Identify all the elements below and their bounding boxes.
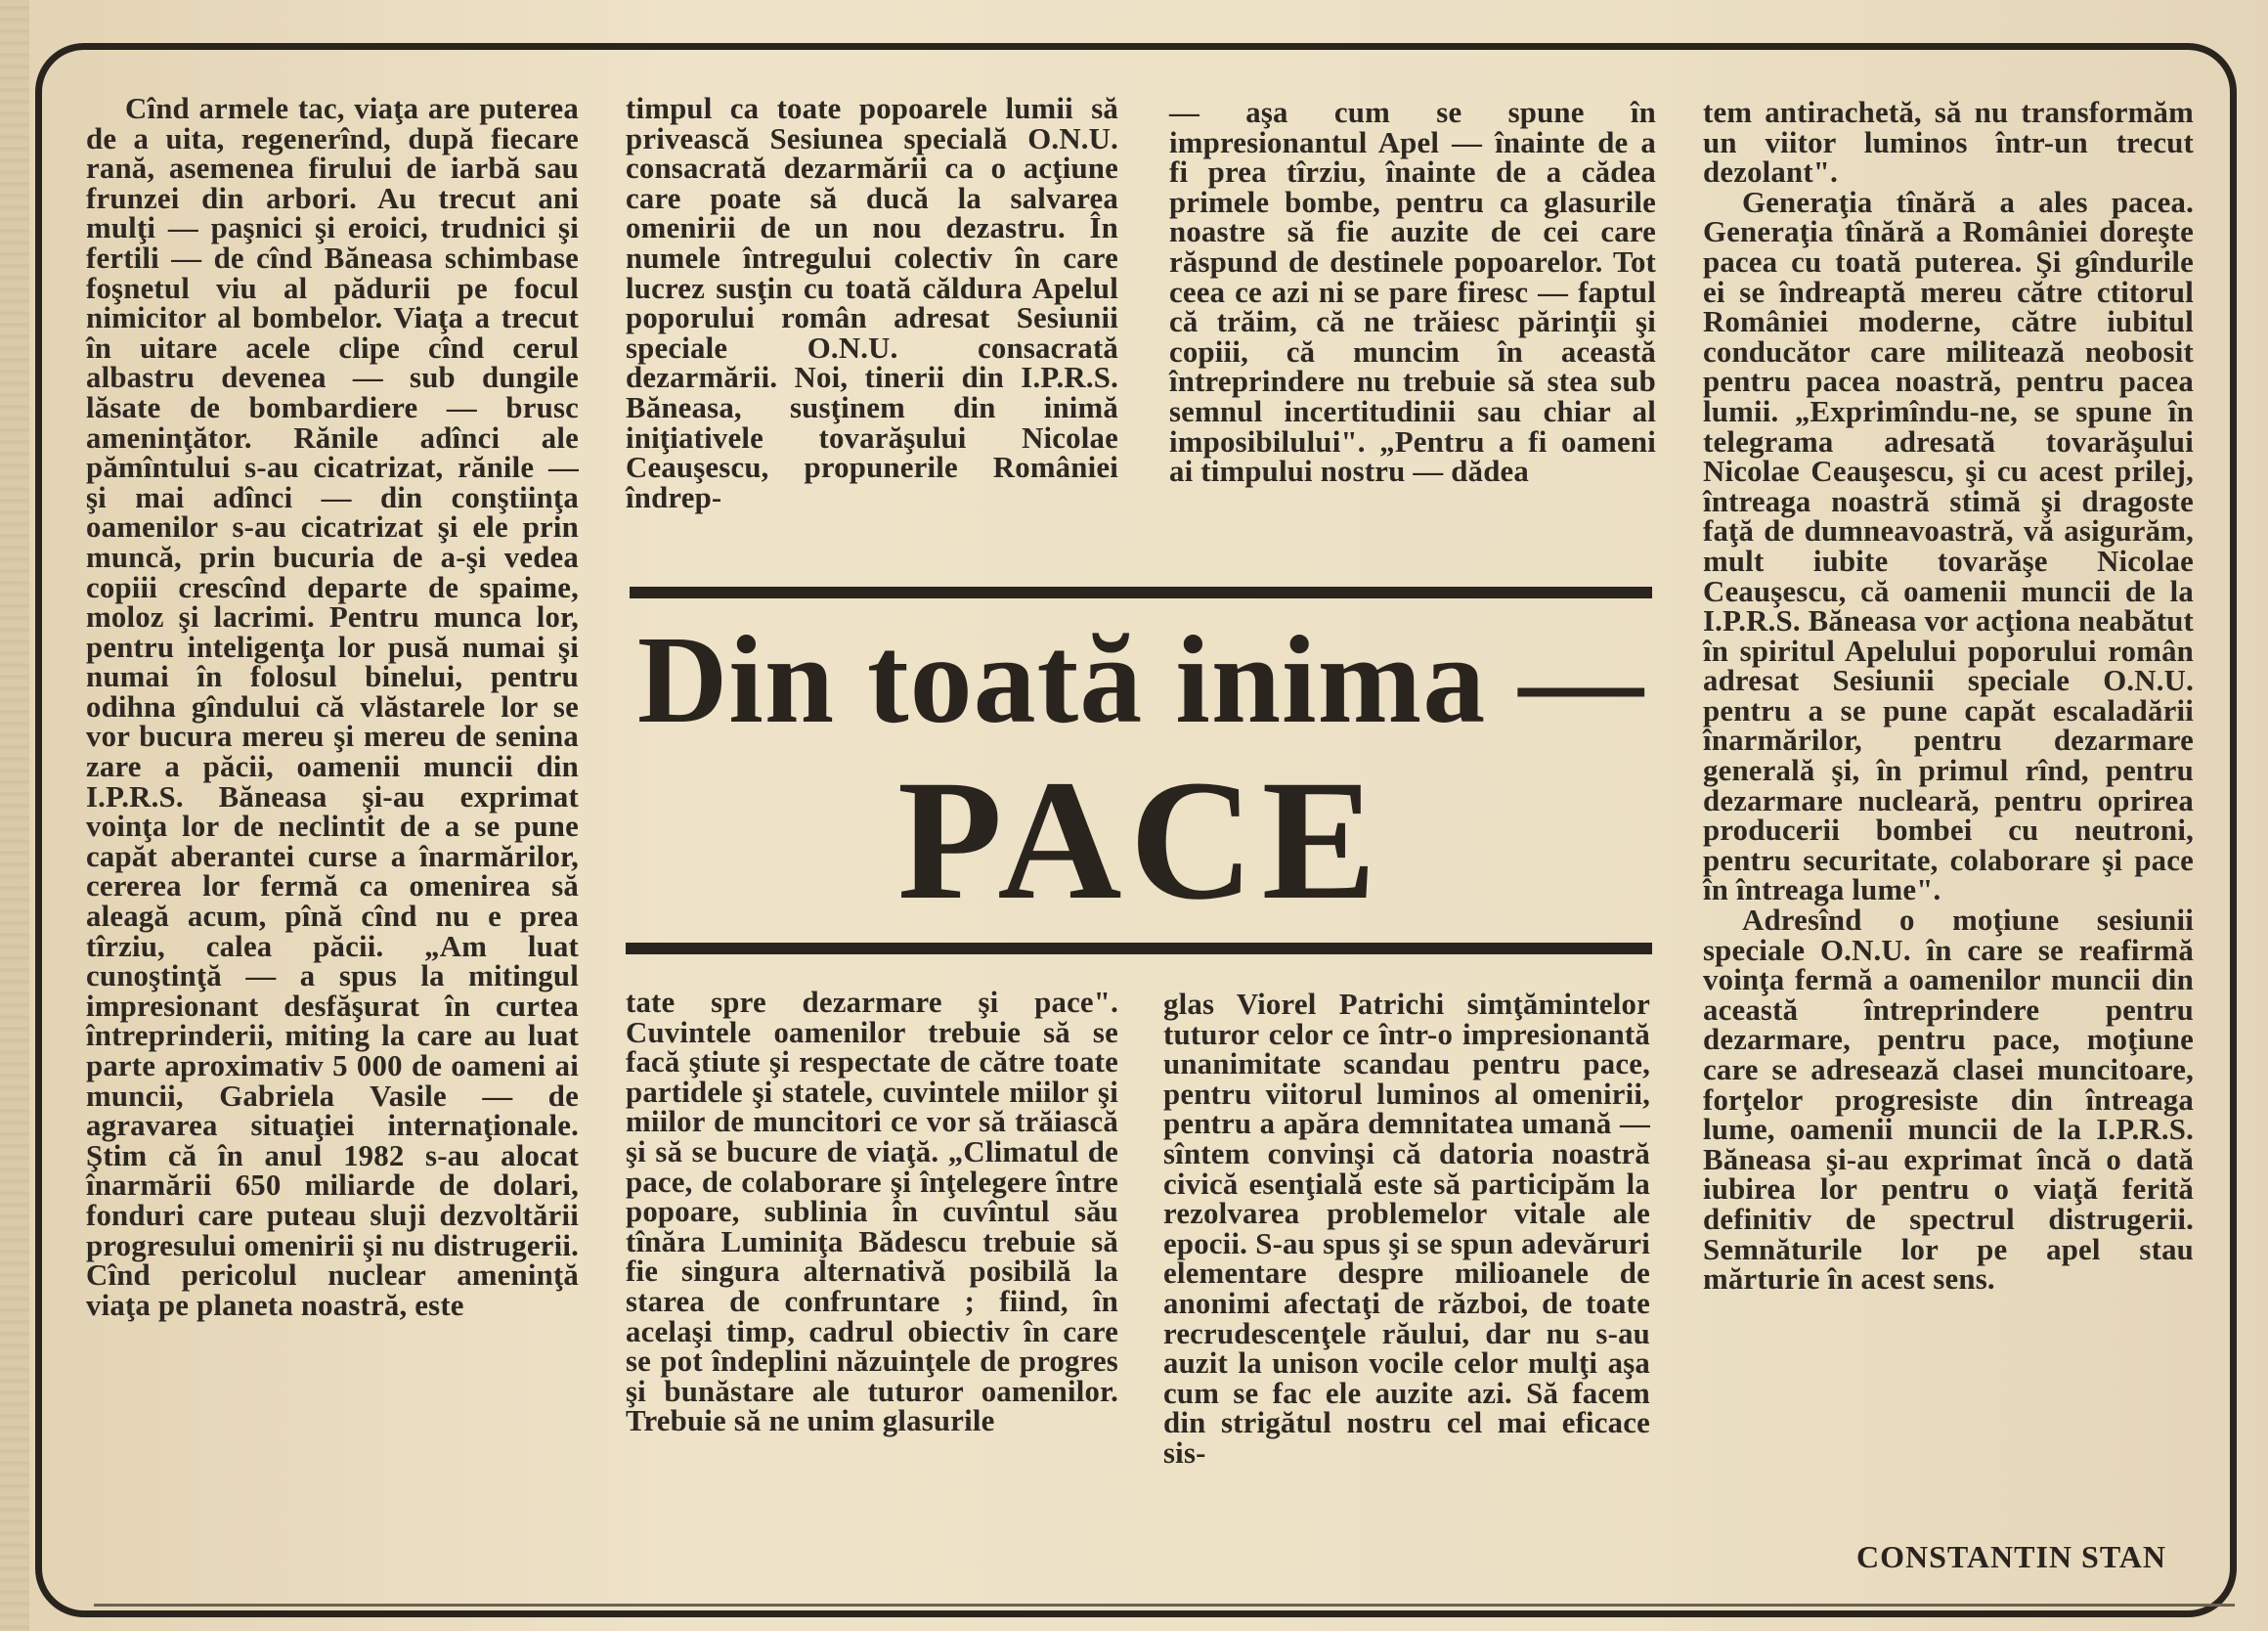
column-4-paragraph-1: tem antirachetă, să nu transformăm un viitor luminos într-un trecut dezolant". — [1703, 96, 2194, 190]
column-2-top-text: timpul ca toate popoarele lumii să privească Sesiunea specială O.N.U. consacrată dezarmării ca o acţiune care poate să ducă la salvarea omenirii de un nou dezastru. În numele întregului colectiv în care lucrez susţin cu toată căldura Apelul poporului român adresat Sesiunii speciale O.N.U. consacrată dezarmării. Noi, tinerii din I.P.R.S. Băneasa, susţinem din inimă iniţiativele tovarăşului Nicolae Ceauşescu, propunerile României îndrep- — [626, 92, 1118, 514]
column-3-bottom — [1163, 990, 1650, 1469]
headline-rule-bottom — [626, 943, 1652, 954]
column-3-top — [1169, 98, 1656, 487]
author-byline: CONSTANTIN STAN — [1856, 1539, 2166, 1574]
headline-line-1: Din toată inima — — [636, 610, 1645, 749]
column-3-bottom-text: glas Viorel Patrichi simţămintelor tuturor celor ce într-o impresionantă unanimitate scandau pentru pace, pentru viitorul luminos al omenirii, pentru a apăra demnitatea umană — sîntem convinşi că datoria noastră civică esenţială este să participăm la rezolvarea problemelor vitale ale epocii. S-au spus şi se spun adevăruri elementare despre milioanele de anonimi afectaţi de război, de toate recrudescenţele răului, dar nu s-au auzit la unison vocile celor mulţi aşa cum se fac ele auzite azi. Să facem din strigătul nostru cel mai eficace sis- — [1163, 988, 1650, 1470]
page-edge-strip — [0, 0, 29, 1631]
column-1-text: Cînd armele tac, viaţa are puterea de a uita, regenerînd, după fiecare rană, asemenea firului de iarbă sau frunzei din arbori. Au trecut ani mulţi — paşnici şi eroici, trudnici şi fertili — de cînd Băneasa schimbase foşnetul viu al pădurii pe focul nimicitor al bombelor. Viaţa a trecut în uitare acele clipe cînd cerul albastru devenea — sub dungile lăsate de bombardiere — brusc ameninţător. Rănile adînci ale pămîntului s-au cicatrizat, rănile — şi mai adînci — din conştiinţa oamenilor s-au cicatrizat şi ele prin muncă, prin bucuria de a-şi vedea copiii crescînd departe de spaime, moloz şi lacrimi. Pentru munca lor, pentru inteligenţa lor pusă numai şi numai în folosul binelui, pentru odihna gîndului că vlăstarele lor se vor bucura mereu şi mereu de senina zare a păcii, oamenii muncii din I.P.R.S. Băneasa şi-au exprimat voinţa lor de neclintit de a se pune capăt aberantei curse a înarmărilor, cererea lor fermă ca omenirea să aleagă acum, pînă cînd nu e prea tîrziu, calea păcii. „Am luat cunoştinţă — a spus la mitingul impresionant desfăşurat în curtea întreprinderii, miting la care au luat parte aproximativ 5 000 de oameni ai muncii, Gabriela Vasile — de agravarea situaţiei internaţionale. Ştim că în anul 1982 s-au alocat înarmării 650 miliarde de dolari, fonduri care puteau sluji dezvoltării progresului omenirii şi nu distrugerii. Cînd pericolul nuclear ameninţă viaţa pe planeta noastră, este — [86, 92, 579, 1322]
column-2-bottom-text: tate spre dezarmare şi pace". Cuvintele oamenilor trebuie să se facă ştiute şi respectate de către toate partidele şi statele, cuvintele miilor şi miilor de muncitori ce vor să trăiască şi să se bucure de viaţă. „Climatul de pace, de colaborare şi înţelegere între popoare, sublinia în cuvîntul său tînăra Luminiţa Bădescu trebuie să fie singura alternativă posibilă la starea de confruntare ; fiind, în acelaşi timp, cadrul obiectiv în care se pot îndeplini năzuinţele de progres şi bunăstare ale tuturor oamenilor. Trebuie să ne unim glasurile — [626, 986, 1118, 1438]
column-4-paragraph-3: Adresînd o moţiune sesiunii speciale O.N.U. în care se reafirmă voinţa fermă a oamenilor muncii din această întreprindere pentru dezarmare, pentru pace, moţiune care se adresează clasei muncitoare, forţelor progresiste din întreaga lume, oamenii muncii de la I.P.R.S. Băneasa şi-au exprimat încă o dată iubirea lor pentru o viaţă ferită definitiv de spectrul distrugerii. Semnăturile lor pe apel stau mărturie în acest sens. — [1703, 904, 2194, 1297]
column-1 — [86, 94, 579, 1320]
column-2-top — [626, 94, 1118, 512]
bottom-divider — [94, 1604, 2235, 1607]
headline-line-2: PACE — [896, 745, 1385, 936]
column-4-paragraph-2: Generaţia tînără a ales pacea. Generaţia tînără a României doreşte pacea cu toată puterea. Şi gîndurile ei se îndreaptă mereu către ctitorul României moderne, către iubitul conducător care militează neobosit pentru pacea noastră, pentru pacea lumii. „Exprimîndu-ne, se spune în telegrama adresată tovarăşului Nicolae Ceauşescu, şi cu acest prilej, întreaga noastră stimă şi dragoste faţă de dumneavoastră, vă asigurăm, mult iubite tovarăşe Nicolae Ceauşescu, că oamenii muncii de la I.P.R.S. Băneasa vor acţiona neabătut în spiritul Apelului poporului român adresat Sesiunii speciale O.N.U. pentru a se pune capăt escaladării înarmărilor, pentru dezarmare generală şi, în primul rînd, pentru dezarmare nucleară, pentru oprirea producerii bombei cu neutroni, pentru securitate, colaborare şi pace în întreaga lume". — [1703, 185, 2194, 907]
column-3-top-text: — aşa cum se spune în impresionantul Apel — înainte de a fi prea tîrziu, înainte de a cădea primele bombe, pentru ca glasurile noastre să fie auzite de cei care răspund de destinele popoarelor. Tot ceea ce azi ni se pare firesc — faptul că trăim, că ne trăiesc părinţii şi copiii, că muncim în această întreprindere nu trebuie să stea sub semnul incertitudinii sau chiar al imposibilului". „Pentru a fi oameni ai timpului nostru — dădea — [1169, 96, 1656, 489]
column-2-bottom — [626, 988, 1118, 1436]
headline-rule-top — [630, 587, 1652, 598]
headline — [630, 606, 1652, 936]
column-4 — [1703, 98, 2194, 1295]
